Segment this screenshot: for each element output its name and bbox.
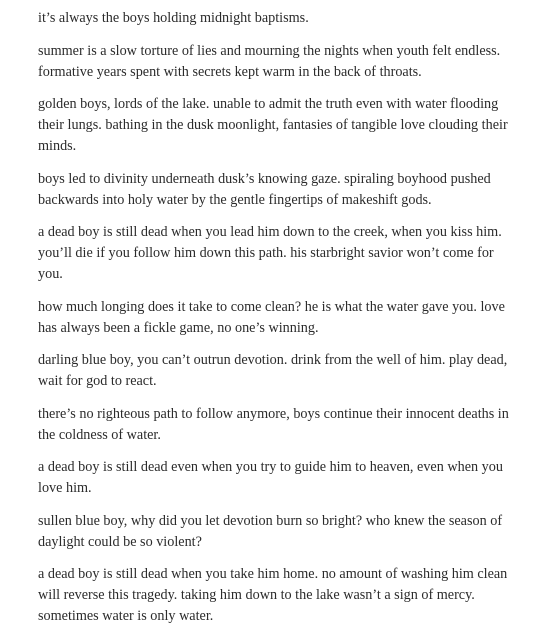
stanza: a dead boy is still dead even when you try to guide him to heaven, even when you love him. bbox=[38, 459, 503, 496]
stanza: golden boys, lords of the lake. unable to admit the truth even with water flooding their lungs. bathing in the dusk moonlight, fantasies of tangible love clouding their minds. bbox=[38, 96, 508, 154]
stanza: a dead boy is still dead when you lead him down to the creek, when you kiss him. you’ll die if you follow him down this path. his starbright savior won’t come for you. bbox=[38, 224, 502, 282]
stanza: there’s no righteous path to follow anymore, boys continue their innocent deaths in the coldness of water. bbox=[38, 405, 509, 443]
stanza: how much longing does it take to come clean? he is what the water gave you. love has always been a fickle game, no one’s winning. bbox=[38, 298, 505, 336]
stanza: a dead boy is still dead when you take him home. no amount of washing him clean will reverse this tragedy. taking him down to the lake wasn’t a sign of mercy. sometimes water is only water. bbox=[38, 566, 508, 624]
stanza: darling blue boy, you can’t outrun devotion. drink from the well of him. play dead, wait for god to react. bbox=[38, 352, 508, 389]
stanza: summer is a slow torture of lies and mourning the nights when youth felt endless. formative years spent with secrets kept warm in the back of throats. bbox=[38, 42, 501, 80]
stanza: it’s always the boys holding midnight baptisms. bbox=[38, 10, 309, 26]
poem-body bbox=[38, 8, 522, 639]
stanza: sullen blue boy, why did you let devotion burn so bright? who knew the season of daylight could be so violent? bbox=[38, 512, 503, 550]
stanza: boys led to divinity underneath dusk’s knowing gaze. spiraling boyhood pushed backwards into holy water by the gentle fingertips of makeshift gods. bbox=[38, 170, 491, 208]
